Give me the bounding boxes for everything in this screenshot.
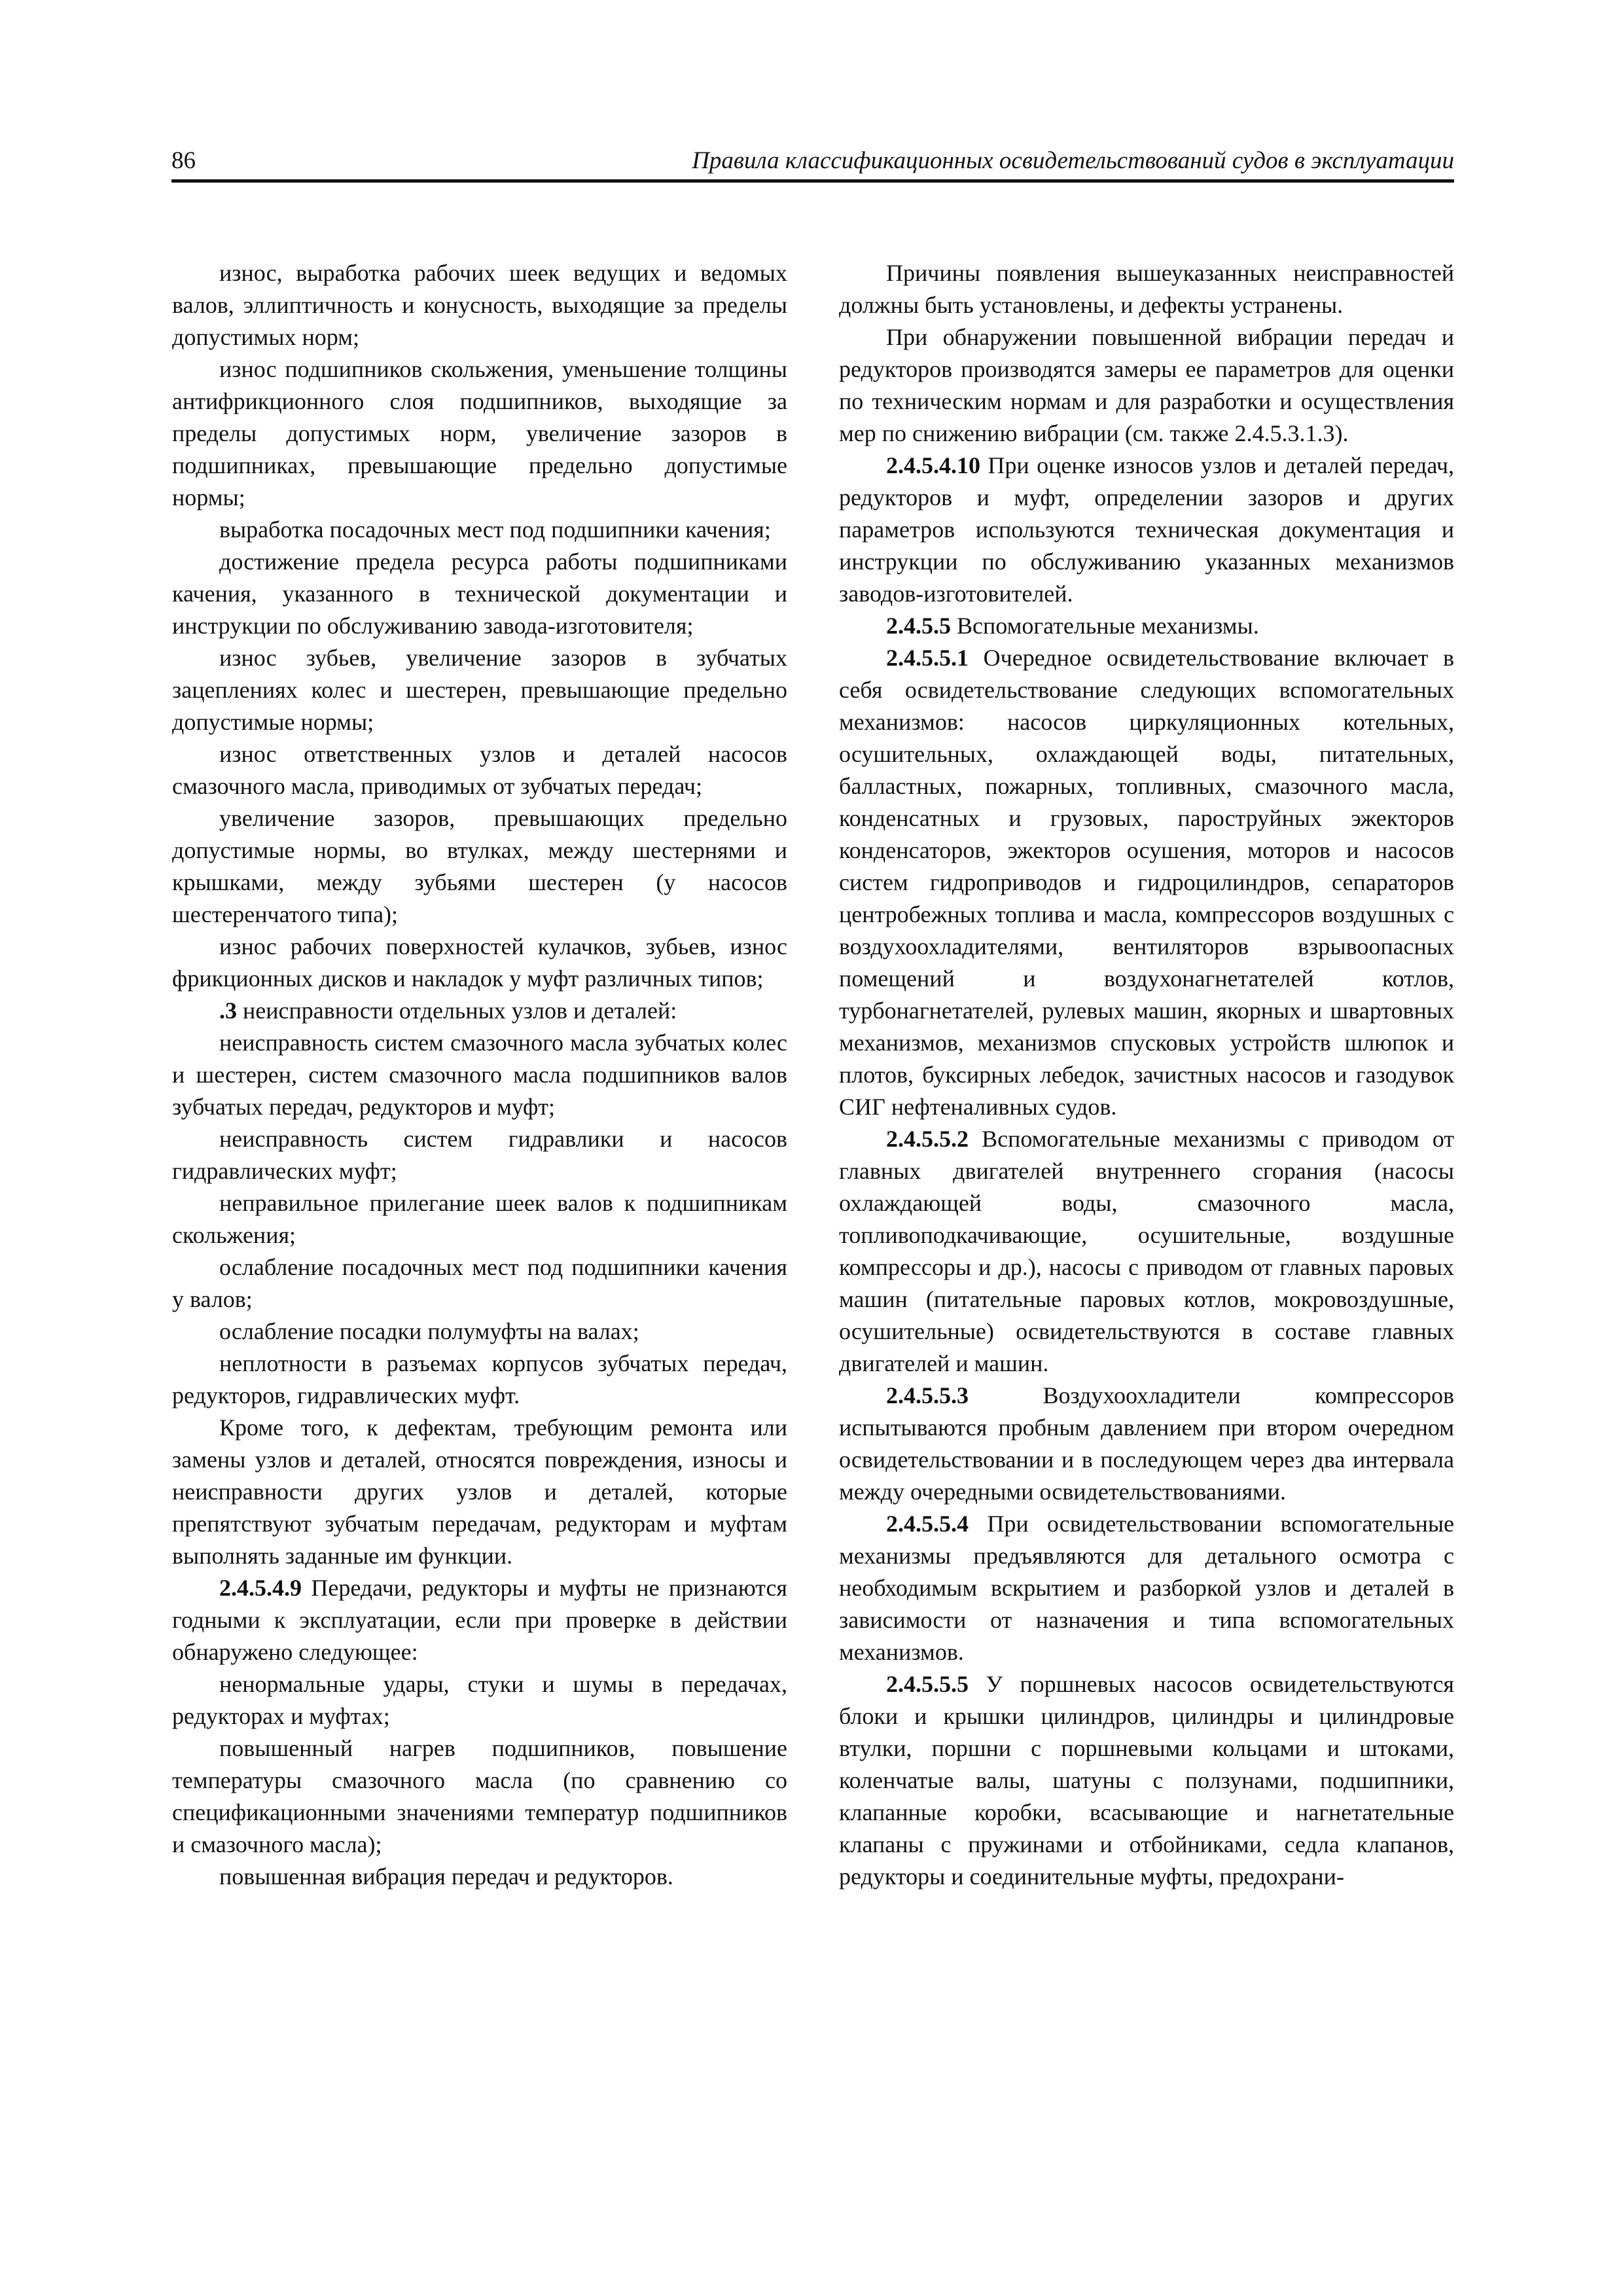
paragraph: [839, 1123, 1454, 1380]
paragraph-text: ненормальные удары, стуки и шумы в передачах, редукторах и муфтах;: [172, 1671, 787, 1729]
paragraph-text: Кроме того, к дефектам, требующим ремонта или замены узлов и деталей, относятся повреждения, износы и неисправности других узлов и деталей, которые препятствуют зубчатым передачам, редукторам и муфтам выполнять заданные им функции.: [172, 1414, 787, 1569]
paragraph: [172, 1572, 787, 1668]
paragraph: [839, 642, 1454, 1123]
paragraph: [172, 1251, 787, 1316]
paragraph-text: Вспомогательные механизмы с приводом от главных двигателей внутреннего сгорания (насосы охлаждающей воды, смазочного масла, топливоподкачивающие, осушительные, воздушные компрессоры и др.), насосы с приводом от главных паровых машин (питательные паровых котлов, мокровоздушные, осушительные) освидетельствуются в составе главных двигателей и машин.: [839, 1126, 1454, 1376]
paragraph: [839, 610, 1454, 642]
paragraph: [172, 1316, 787, 1348]
clause-number: 2.4.5.4.9: [219, 1575, 302, 1601]
paragraph: [839, 321, 1454, 450]
paragraph-text: повышенный нагрев подшипников, повышение температуры смазочного масла (по сравнению со спецификационными значениями температур подшипников и смазочного масла);: [172, 1735, 787, 1857]
clause-number: 2.4.5.5.1: [886, 645, 969, 671]
paragraph-text: увеличение зазоров, превышающих предельно допустимые нормы, во втулках, между шестернями и крышками, между зубьями шестерен (у насосов шестеренчатого типа);: [172, 805, 787, 927]
clause-number: 2.4.5.5.4: [886, 1511, 969, 1537]
clause-number: .3: [219, 997, 237, 1024]
paragraph: [839, 257, 1454, 321]
paragraph-text: Передачи, редукторы и муфты не признаются годными к эксплуатации, если при проверке в действии обнаружено следующее:: [172, 1575, 787, 1665]
paragraph: [839, 1380, 1454, 1508]
paragraph-text: повышенная вибрация передач и редукторов.: [219, 1863, 673, 1890]
paragraph: [172, 514, 787, 546]
paragraph-text: износ рабочих поверхностей кулачков, зубьев, износ фрикционных дисков и накладок у муфт различных типов;: [172, 933, 787, 992]
paragraph: [172, 1027, 787, 1123]
paragraph: [839, 1508, 1454, 1668]
paragraph: [172, 1348, 787, 1412]
clause-number: 2.4.5.5.3: [886, 1382, 969, 1408]
paragraph-text: Воздухоохладители компрессоров испытываются пробным давлением при втором очередном освидетельствовании и в последующем через два интервала между очередными освидетельствованиями.: [839, 1382, 1454, 1505]
paragraph: [172, 257, 787, 353]
paragraph-text: Очередное освидетельствование включает в себя освидетельствование следующих вспомогательных механизмов: насосов циркуляционных котельных, осушительных, охлаждающей воды, питательных, балластных, пожарных, топливных, смазочного масла, конденсатных и грузовых, пароструйных эжекторов конденсаторов, эжекторов осушения, моторов и насосов систем гидроприводов и гидроцилиндров, сепараторов центробежных топлива и масла, компрессоров воздушных с воздухоохладителями, вентиляторов взрывоопасных помещений и воздухонагнетателей котлов, турбонагнетателей, рулевых машин, якорных и швартовных механизмов, механизмов спусковых устройств шлюпок и плотов, буксирных лебедок, зачистных насосов и газодувок СИГ нефтеналивных судов.: [839, 645, 1454, 1120]
right-column: [839, 257, 1454, 1893]
paragraph-text: При оценке износов узлов и деталей передач, редукторов и муфт, определении зазоров и других параметров используются техническая документация и инструкции по обслуживанию указанных механизмов заводов-изготовителей.: [839, 452, 1454, 607]
paragraph-text: Причины появления вышеуказанных неисправностей должны быть установлены, и дефекты устранены.: [839, 260, 1454, 318]
paragraph: [172, 1861, 787, 1893]
paragraph: [172, 1668, 787, 1732]
paragraph-text: износ зубьев, увеличение зазоров в зубчатых зацеплениях колес и шестерен, превышающие предельно допустимые нормы;: [172, 645, 787, 735]
paragraph-text: выработка посадочных мест под подшипники качения;: [219, 516, 771, 543]
paragraph: [172, 546, 787, 642]
paragraph-text: При освидетельствовании вспомогательные механизмы предъявляются для детального осмотра с необходимым вскрытием и разборкой узлов и деталей в зависимости от назначения и типа вспомогательных механизмов.: [839, 1511, 1454, 1665]
paragraph-text: неплотности в разъемах корпусов зубчатых передач, редукторов, гидравлических муфт.: [172, 1350, 787, 1408]
paragraph-text: У поршневых насосов освидетельствуются блоки и крышки цилиндров, цилиндры и цилиндровые втулки, поршни с поршневыми кольцами и штоками, коленчатые валы, шатуны с ползунами, подшипники, клапанные коробки, всасывающие и нагнетательные клапаны с пружинами и отбойниками, седла клапанов, редукторы и соединительные муфты, предохрани-: [839, 1671, 1454, 1890]
paragraph-text: ослабление посадки полумуфты на валах;: [219, 1318, 639, 1344]
paragraph: [172, 1732, 787, 1861]
paragraph: [172, 1412, 787, 1572]
left-column: [172, 257, 787, 1893]
paragraph-text: достижение предела ресурса работы подшипниками качения, указанного в технической документации и инструкции по обслуживанию завода-изготовителя;: [172, 548, 787, 639]
paragraph: [839, 450, 1454, 610]
paragraph: [172, 1187, 787, 1251]
paragraph: [172, 353, 787, 514]
paragraph: [172, 738, 787, 802]
paragraph-text: ослабление посадочных мест под подшипники качения у валов;: [172, 1254, 787, 1312]
clause-number: 2.4.5.5.5: [886, 1671, 969, 1697]
paragraph-text: При обнаружении повышенной вибрации передач и редукторов производятся замеры ее параметров для оценки по техническим нормам и для разработки и осуществления мер по снижению вибрации (см. также 2.4.5.3.1.3).: [839, 324, 1454, 446]
paragraph-text: неисправность систем гидравлики и насосов гидравлических муфт;: [172, 1126, 787, 1184]
paragraph: [172, 642, 787, 738]
paragraph: [172, 802, 787, 931]
paragraph-text: Вспомогательные механизмы.: [951, 613, 1259, 639]
paragraph-text: износ подшипников скольжения, уменьшение толщины антифрикционного слоя подшипников, выходящие за пределы допустимых норм, увеличение зазоров в подшипниках, превышающие предельно допустимые нормы;: [172, 356, 787, 511]
paragraph: [172, 1123, 787, 1187]
clause-number: 2.4.5.5: [886, 613, 951, 639]
paragraph-text: неправильное прилегание шеек валов к подшипникам скольжения;: [172, 1190, 787, 1248]
paragraph-text: износ ответственных узлов и деталей насосов смазочного масла, приводимых от зубчатых передач;: [172, 741, 787, 799]
paragraph: [172, 995, 787, 1027]
page-number: 86: [171, 147, 196, 174]
paragraph: [839, 1668, 1454, 1893]
clause-number: 2.4.5.5.2: [886, 1126, 969, 1152]
paragraph-text: износ, выработка рабочих шеек ведущих и ведомых валов, эллиптичность и конусность, выходящие за пределы допустимых норм;: [172, 260, 787, 350]
paragraph: [172, 931, 787, 995]
paragraph-text: неисправности отдельных узлов и деталей:: [237, 997, 677, 1024]
running-title: Правила классификационных освидетельствований судов в эксплуатации: [692, 147, 1454, 174]
clause-number: 2.4.5.4.10: [886, 452, 980, 478]
paragraph-text: неисправность систем смазочного масла зубчатых колес и шестерен, систем смазочного масла подшипников валов зубчатых передач, редукторов и муфт;: [172, 1030, 787, 1120]
page-header: [171, 143, 1454, 183]
